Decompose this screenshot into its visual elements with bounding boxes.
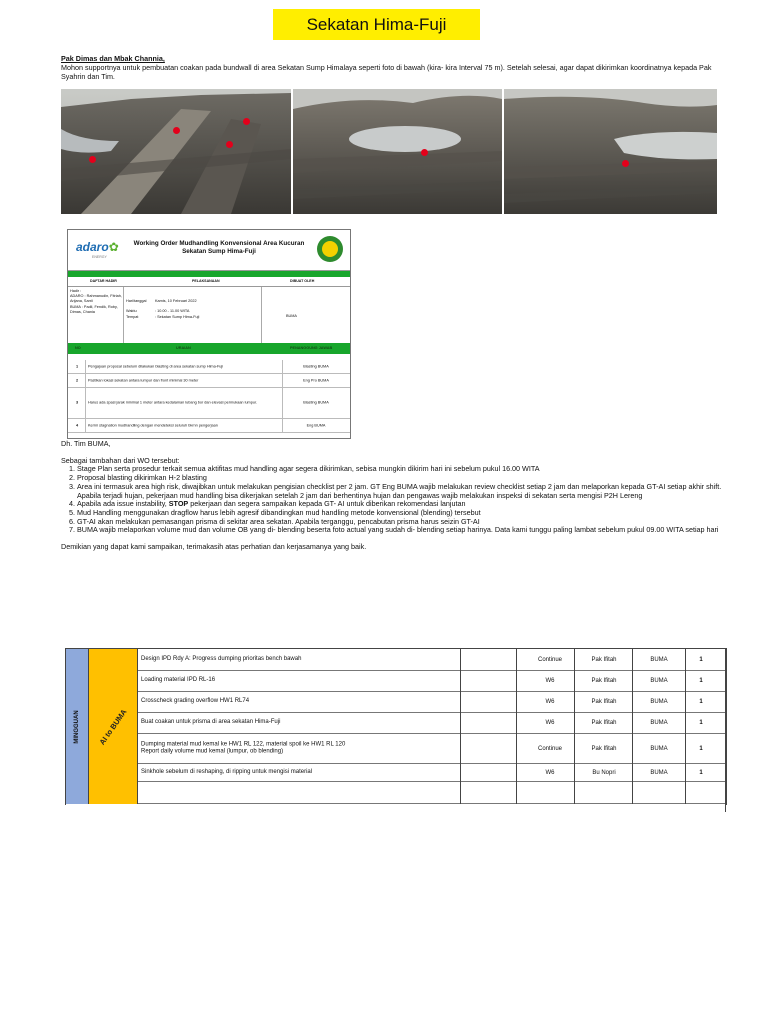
table-row: Crosscheck grading overflow HW1 RL74 W6 Pak Ifitah BUMA 1 xyxy=(138,692,726,713)
site-photo-1 xyxy=(61,89,291,214)
task-row: 4 Kerrni stagnation mudhandling dengan mendeteksi seluruh bkrnn pengerjaan Eng BUMA xyxy=(68,419,350,433)
table-row: Dumping material mud kemal ke HW1 RL 122, material spoil ke HW1 RL 120 Report daily volume mud kemal (lumpur, ob blending) Continue Pak Ifitah BUMA 1 xyxy=(138,734,726,764)
list-item: 3. Area ini termasuk area high risk, diwajibkan untuk melakukan pengisian checklist per 2 jam. GT Eng BUMA wajib melakukan review checklist setiap 2 jam dan melaporkan kepada GT-AI setiap akhir shift. Apabila terjadi hujan, pekerjaan mud handling bisa dikerjakan setelah 2 jam dari berhentinya hujan dan pengawas wajib melakukan inspeksi di sekatan serta mengisi P2H Lereng xyxy=(77,483,731,500)
work-order-header xyxy=(68,230,350,271)
table-row: Buat coakan untuk prisma di area sekatan Hima-Fuji W6 Pak Ifitah BUMA 1 xyxy=(138,713,726,734)
col-pelaksanaan: PELAKSANAAN xyxy=(192,279,220,283)
task-table-header: NO URAIAN PENANGGUNG JAWAB xyxy=(68,343,350,354)
intro-section xyxy=(61,54,721,82)
task-row: 1 Pengajuan proposal sebelum dilakukan blasting di area sekatan sump Hima-Fuji Blasting BUMA xyxy=(68,360,350,374)
list-item: 4. Apabila ada issue instability, STOP pekerjaan dan segera sampaikan kepada GT- AI untuk diberikan rekomendasi lanjutan xyxy=(77,500,731,509)
task-row: 3 Harus ada spasi jarak minimal 1 meter antara kedalaman lubang bor dan elevasi permukaan lumpur. Blasting BUMA xyxy=(68,388,350,419)
marker-dot xyxy=(421,149,428,156)
table-row: Sinkhole sebelum di reshaping, di ripping untuk mengisi material W6 Bu Nopri BUMA 1 xyxy=(138,764,726,782)
instruction-list xyxy=(61,465,731,535)
table-row: Design IPD Rdy A: Progress dumping prioritas bench bawah Continue Pak Ifitah BUMA 1 xyxy=(138,649,726,671)
logo-subtitle: ENERGY xyxy=(92,255,107,259)
created-by: BUMA xyxy=(286,314,297,318)
intro-addressee: Pak Dimas dan Mbak Channia, xyxy=(61,54,165,63)
list-item: 7. BUMA wajib melaporkan volume mud dan volume OB yang di- blending beserta foto actual yang sudah di- blending setiap harinya. Data kami tunggu paling lambat sebelum pukul 09.00 WITA setiap hari xyxy=(77,526,731,535)
schedule-values: Kamis, 10 Februari 2022 : 10.00 - 11.00 WITA : Sekatan Sump Hima-Fuji xyxy=(155,299,200,319)
green-divider xyxy=(68,271,350,277)
emblem-icon xyxy=(317,236,343,262)
closing-text: Demikian yang dapat kami sampaikan, terimakasih atas perhatian dan kerjasamanya yang baik. xyxy=(61,542,367,552)
table-row xyxy=(138,782,726,804)
marker-dot xyxy=(226,141,233,148)
work-order-info xyxy=(68,286,350,348)
email-body xyxy=(61,440,731,552)
marker-dot xyxy=(89,156,96,163)
work-order-column-headers xyxy=(68,278,350,286)
list-item: 6. GT-AI akan melakukan pemasangan prisma di sekitar area sekatan. Apabila terganggu, pencabutan prisma harus seizin GT-AI xyxy=(77,518,731,527)
marker-dot xyxy=(622,160,629,167)
site-photos xyxy=(61,89,717,214)
task-row: 2 Pastikan lokasi sekatan antara lumpur dan front minimal 30 meter Eng Pro BUMA xyxy=(68,374,350,388)
intro-text: Mohon supportnya untuk pembuatan coakan pada bundwall di area Sekatan Sump Himalaya seperti foto di bawah (kira- kira Interval 75 m). Setelah selesai, agar dapat dikirimkan koordinatnya kepada Pak Syahrin dan Tim. xyxy=(61,63,712,82)
schedule-labels: Hari/tanggal Waktu Tempat xyxy=(126,299,147,319)
site-photo-2 xyxy=(293,89,502,214)
table-row: Loading material IPD RL-16 W6 Pak Ifitah BUMA 1 xyxy=(138,671,726,692)
site-photo-3 xyxy=(504,89,717,214)
lead-text: Sebagai tambahan dari WO tersebut: xyxy=(61,455,180,465)
work-order-card xyxy=(67,229,351,439)
marker-dot xyxy=(243,118,250,125)
weekly-task-table xyxy=(65,648,727,805)
col-dibuat-oleh: DIBUAT OLEH xyxy=(290,279,315,283)
assignee-label-cell: AI to BUMA xyxy=(89,649,138,804)
list-item: 2. Proposal blasting dikirimkan H-2 blasting xyxy=(77,474,731,483)
document-title: Sekatan Hima-Fuji xyxy=(273,9,480,40)
list-item: 5. Mud Handling menggunakan dragflow harus lebih agresif dibandingkan mud handling metode konvensional (blending) tersebut xyxy=(77,509,731,518)
attendance-list: Hadir : ADARO : Rahmanudin, Fitriah, Arijana, Santi BUMA : Padli, Fendik, Roby, Dimas, Chania xyxy=(70,289,122,314)
marker-dot xyxy=(173,127,180,134)
col-daftar-hadir: DAFTAR HADIR xyxy=(90,279,117,283)
adaro-logo: adaro✿ xyxy=(76,240,119,254)
work-order-title: Working Order Mudhandling Konvensional Area Kucuran Sekatan Sump Hima-Fuji xyxy=(133,240,305,255)
list-item: 1. Stage Plan serta prosedur terkait semua aktifitas mud handling agar segera dikirimkan, sebisa mungkin dikirim hari ini sebelum pukul 16.00 WITA xyxy=(77,465,731,474)
greeting: Dh. Tim BUMA, xyxy=(61,439,111,448)
period-label-cell: MINGGUAN xyxy=(66,649,89,804)
